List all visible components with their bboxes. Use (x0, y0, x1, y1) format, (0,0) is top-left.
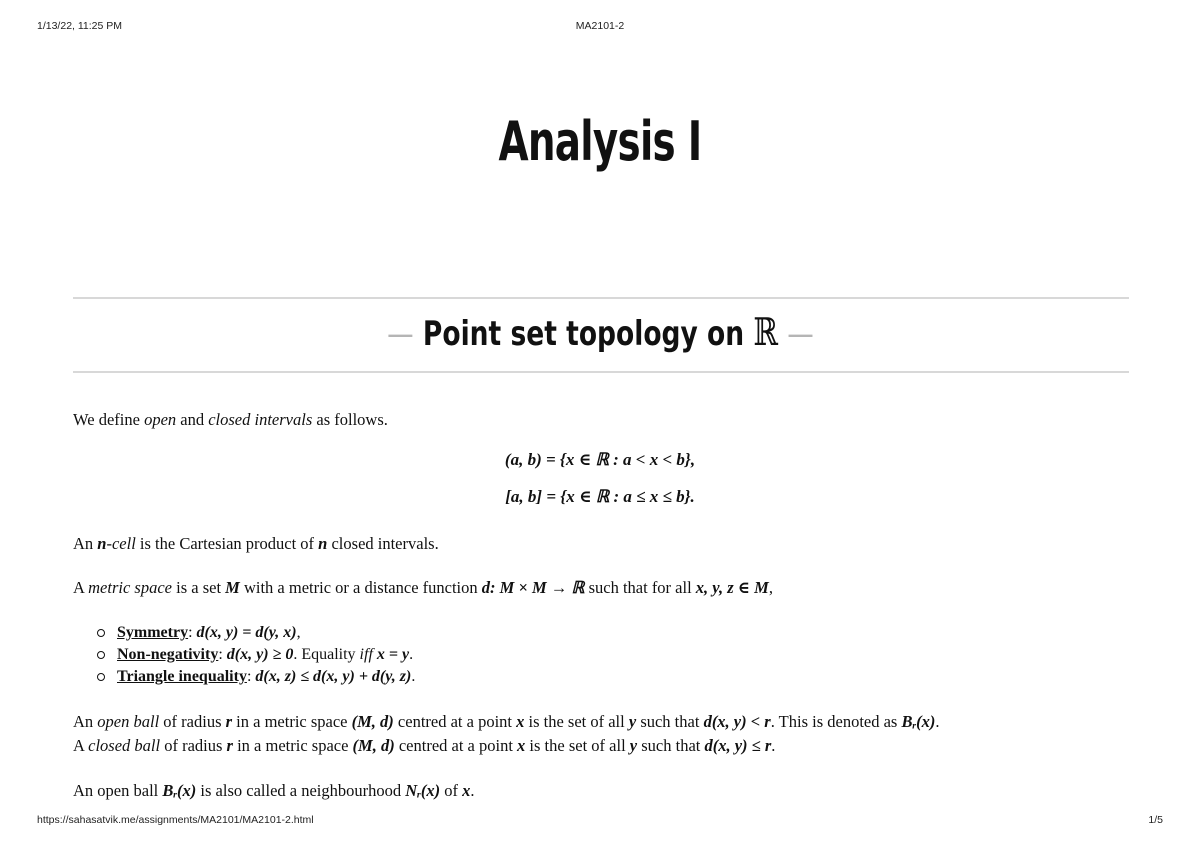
text-span: . This is denoted as (770, 712, 902, 731)
heading-dash-right: — (786, 314, 814, 354)
math-y: y (629, 736, 638, 755)
section-heading-text: Point set topology on (422, 314, 744, 354)
print-page-number: 1/5 (1148, 814, 1163, 826)
text-span: : (218, 646, 227, 663)
text-span: centred at a point (394, 736, 518, 755)
section-divider-bottom (73, 371, 1129, 373)
term-closed-ball: closed ball (88, 736, 161, 755)
equation-open-interval: (a, b) = {x ∈ ℝ : a < x < b}, (504, 450, 696, 469)
heading-dash-left: — (386, 314, 414, 354)
closed-ball-definition (73, 736, 775, 756)
text-span: of radius (160, 736, 227, 755)
text-span: is the set of all (525, 736, 630, 755)
math-Md: (M, d) (352, 736, 395, 755)
text-span: is a set (172, 578, 226, 597)
math-neighbourhood-notation: Nᵣ(x) (405, 781, 441, 800)
text-span: We define (73, 410, 145, 429)
metric-space-definition (73, 578, 773, 598)
property-math: d(x, y) ≥ 0 (226, 646, 294, 663)
text-span: and (176, 410, 209, 429)
text-span: such that for all (584, 578, 696, 597)
text-span: A (73, 578, 89, 597)
math-open-ball-notation: Bᵣ(x) (162, 781, 197, 800)
text-span: A (73, 736, 89, 755)
text-span: . (409, 646, 414, 663)
section-divider-top (73, 297, 1129, 299)
text-span: is also called a neighbourhood (196, 781, 406, 800)
text-span: is the set of all (524, 712, 629, 731)
term-cell: -cell (106, 534, 136, 553)
text-span: such that (637, 736, 705, 755)
print-footer (37, 814, 1163, 830)
text-span: . (935, 712, 940, 731)
text-span: in a metric space (232, 736, 353, 755)
intervals-intro (73, 410, 388, 430)
property-term: Symmetry (117, 624, 189, 641)
text-span: with a metric or a distance function (239, 578, 482, 597)
math-variables: x, y, z ∈ M (695, 578, 769, 597)
text-span: such that (636, 712, 704, 731)
text-span: : (246, 668, 256, 685)
text-span: An (73, 534, 98, 553)
text-span: centred at a point (393, 712, 517, 731)
text-span: An open ball (73, 781, 163, 800)
print-doc-name: MA2101-2 (575, 20, 625, 32)
print-url: https://sahasatvik.me/assignments/MA2101/MA2101-2.html (37, 814, 314, 826)
math-r: r (225, 712, 233, 731)
math-x: x (517, 736, 526, 755)
text-span: . (470, 781, 475, 800)
property-term: Triangle inequality (117, 668, 247, 685)
text-span: closed intervals. (327, 534, 439, 553)
section-heading (0, 310, 1200, 360)
text-span: , (768, 578, 773, 597)
term-iff: iff (359, 646, 373, 663)
text-span: of (440, 781, 463, 800)
print-header (37, 20, 1163, 36)
property-math: x = y (372, 646, 410, 663)
text-span: in a metric space (232, 712, 352, 731)
bullet-icon (97, 673, 105, 681)
open-ball-definition (73, 712, 940, 732)
math-n: n (318, 534, 328, 553)
print-datetime: 1/13/22, 11:25 PM (37, 20, 123, 32)
text-span: is the Cartesian product of (135, 534, 319, 553)
text-span: An (73, 712, 98, 731)
term-open-ball: open ball (97, 712, 160, 731)
neighbourhood-definition (73, 781, 474, 801)
math-Md: (M, d) (351, 712, 394, 731)
text-span: as follows. (312, 410, 388, 429)
term-open: open (144, 410, 177, 429)
list-item (95, 666, 415, 688)
text-span: . Equality (293, 646, 360, 663)
math-open-ball-notation: Bᵣ(x) (901, 712, 936, 731)
term-closed-intervals: closed intervals (208, 410, 313, 429)
metric-properties-list (95, 622, 415, 688)
math-distance-function: d: M × M → ℝ (481, 578, 585, 597)
math-x: x (516, 712, 525, 731)
math-condition: d(x, y) ≤ r (704, 736, 772, 755)
property-math: d(x, z) ≤ d(x, y) + d(y, z) (255, 668, 412, 685)
text-span: . (411, 668, 416, 685)
page-title: Analysis I (498, 110, 702, 173)
text-span: of radius (159, 712, 226, 731)
list-item (95, 622, 415, 644)
math-r: r (226, 736, 233, 755)
property-math: d(x, y) = d(y, x) (196, 624, 297, 641)
term-metric-space: metric space (88, 578, 172, 597)
math-n: n (97, 534, 107, 553)
equation-closed-interval: [a, b] = {x ∈ ℝ : a ≤ x ≤ b}. (505, 487, 695, 506)
reals-symbol: ℝ (752, 310, 778, 354)
property-term: Non-negativity (117, 646, 219, 663)
math-x: x (462, 781, 471, 800)
math-condition: d(x, y) < r (703, 712, 771, 731)
list-item (95, 644, 415, 666)
ncell-definition (73, 534, 439, 554)
bullet-icon (97, 651, 105, 659)
text-span: : (188, 624, 197, 641)
math-y: y (628, 712, 637, 731)
math-M: M (225, 578, 240, 597)
text-span: . (771, 736, 776, 755)
bullet-icon (97, 629, 105, 637)
text-span: , (296, 624, 301, 641)
